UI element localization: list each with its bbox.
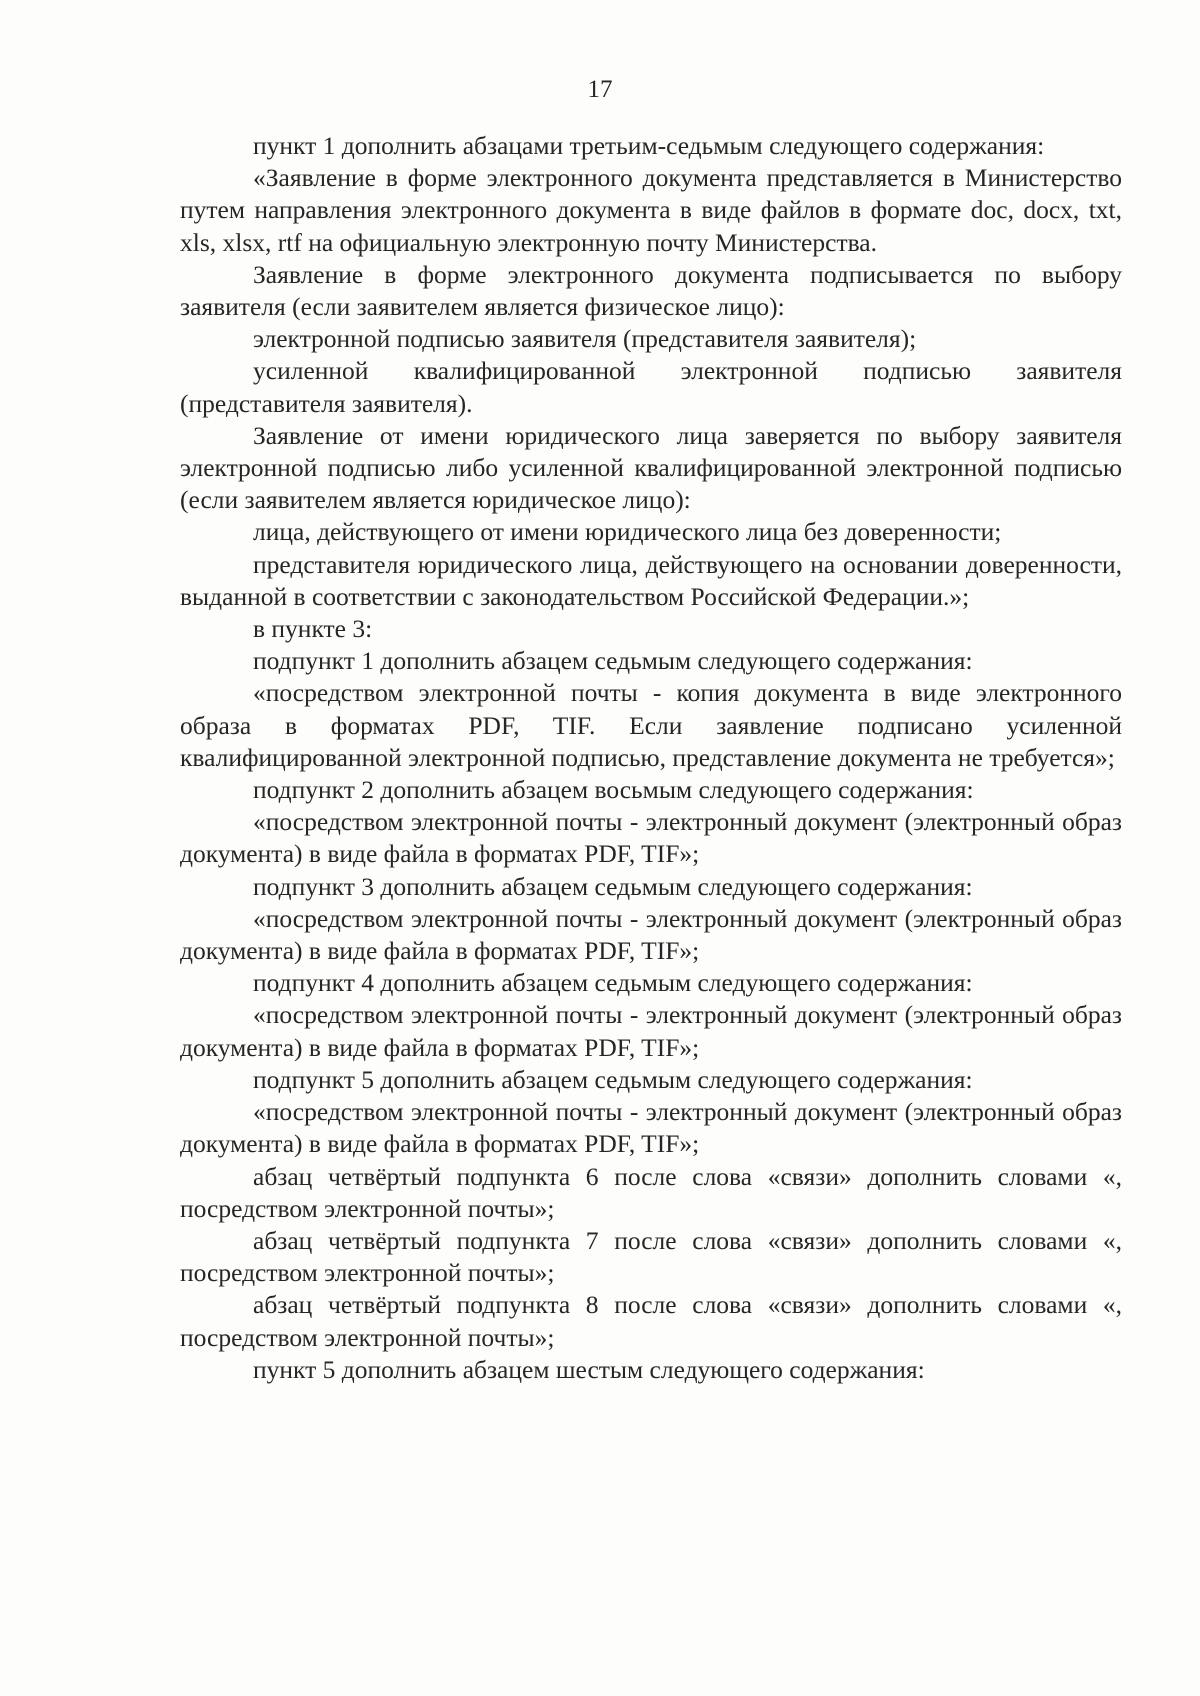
page-number: 17 [587,76,613,103]
paragraph: лица, действующего от имени юридического лица без доверенности; [253,517,1002,547]
paragraph: подпункт 4 дополнить абзацем седьмым следующего содержания: [253,968,973,998]
paragraph: пункт 1 дополнить абзацами третьим-седьмым следующего содержания: [253,131,1045,160]
paragraph: в пункте 3: [253,614,373,644]
paragraph: пункт 5 дополнить абзацем шестым следующего содержания: [253,1354,925,1384]
paragraph: Заявление в форме электронного документа подписывается по выбору заявителя (если заявителем является физическое лицо): [180,259,1122,322]
paragraph: подпункт 3 дополнить абзацем седьмым следующего содержания: [253,871,973,901]
paragraph: абзац четвёртый подпункта 8 после слова «связи» дополнить словами «, посредством электронной почты»; [180,1290,1122,1352]
paragraph: «посредством электронной почты - электронный документ (электронный образ документа) в виде файла в форматах PDF, TIF»; [180,807,1122,869]
paragraph: «Заявление в форме электронного документа представляется в Министерство путем направления электронного документа в виде файлов в формате doc, docx, txt, xls, xlsx, rtf на официальную электронную почту Министерства. [180,163,1122,257]
paragraph: «посредством электронной почты - электронный документ (электронный образ документа) в виде файла в форматах PDF, TIF»; [180,903,1122,966]
paragraph: «посредством электронной почты - электронный документ (электронный образ документа) в виде файла в форматах PDF, TIF»; [180,1000,1122,1062]
paragraph: представителя юридического лица, действующего на основании доверенности, выданной в соответствии с законодательством Российской Федерации.»; [180,549,1122,611]
paragraph: подпункт 2 дополнить абзацем восьмым следующего содержания: [253,775,974,805]
paragraph: «посредством электронной почты - копия документа в виде электронного образа в форматах PDF, TIF. Если заявление подписано усиленной квалифицированной электронной подписью, представление документа не требуется»; [180,678,1122,772]
paragraph: «посредством электронной почты - электронный документ (электронный образ документа) в виде файла в форматах PDF, TIF»; [180,1097,1122,1159]
paragraph: усиленной квалифицированной электронной подписью заявителя (представителя заявителя). [180,356,1122,418]
document-body [180,130,1122,1386]
paragraph: абзац четвёртый подпункта 6 после слова «связи» дополнить словами «, посредством электронной почты»; [180,1161,1122,1223]
paragraph: электронной подписью заявителя (представителя заявителя); [253,324,917,354]
paragraph: подпункт 5 дополнить абзацем седьмым следующего содержания: [253,1064,973,1094]
paragraph: подпункт 1 дополнить абзацем седьмым следующего содержания: [253,646,973,676]
paragraph: Заявление от имени юридического лица заверяется по выбору заявителя электронной подписью либо усиленной квалифицированной электронной подписью (если заявителем является юридическое лицо): [180,420,1122,515]
paragraph: абзац четвёртый подпункта 7 после слова «связи» дополнить словами «, посредством электронной почты»; [180,1225,1122,1288]
